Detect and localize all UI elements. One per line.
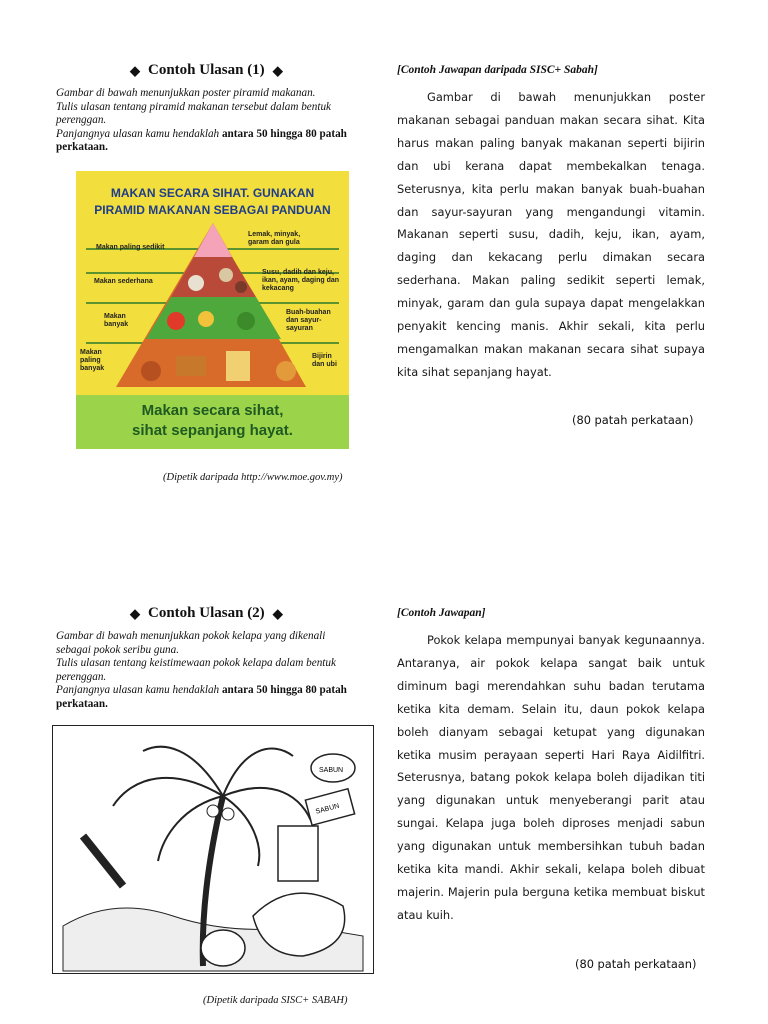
task-bold-end: .	[105, 697, 108, 710]
slogan-line: Makan secara sihat,	[141, 402, 284, 419]
section2-answer-label: [Contoh Jawapan]	[397, 607, 486, 619]
poster-title-line: MAKAN SECARA SIHAT. GUNAKAN	[110, 186, 315, 200]
task-text: Panjangnya ulasan kamu hendaklah	[56, 127, 222, 140]
section1-caption: (Dipetik daripada http://www.moe.gov.my)	[163, 472, 343, 483]
diamond-icon: ◆	[272, 62, 283, 78]
coconut-tree-illustration	[52, 725, 374, 974]
coconut-sketch	[53, 726, 373, 973]
task-line: Gambar di bawah menunjukkan pokok kelapa yang dikenali sebagai pokok seribu guna.	[56, 630, 326, 656]
pyramid-label-right: Lemak, minyak, garam dan gula	[248, 231, 301, 246]
poster-title-line: PIRAMID MAKANAN SEBAGAI PANDUAN	[94, 203, 331, 217]
pyramid-label-left: Makan paling banyak	[80, 349, 105, 372]
slogan-line: sihat sepanjang hayat.	[132, 422, 293, 439]
section1-answer-label: [Contoh Jawapan daripada SISC+ Sabah]	[397, 64, 598, 76]
task-bold-end: .	[105, 141, 108, 153]
pyramid-label-right: Bijirin dan ubi	[312, 353, 337, 368]
section2-word-count: (80 patah perkataan)	[575, 957, 697, 971]
sabun-label: SABUN	[319, 767, 344, 774]
task-line: Tulis ulasan tentang keistimewaan pokok kelapa dalam bentuk perenggan.	[56, 657, 336, 683]
section2-title: Contoh Ulasan (2)	[148, 605, 265, 621]
task-line: Gambar di bawah menunjukkan poster piramid makanan.	[56, 87, 316, 99]
pyramid-label-right: Susu, dadih dan keju, ikan, ayam, daging dan kekacang	[262, 269, 340, 292]
task-text: Panjangnya ulasan kamu hendaklah	[56, 684, 222, 696]
pyramid-label-right: Buah-buahan dan sayur-sayuran	[286, 309, 331, 332]
pyramid-label-left: Makan paling sedikit	[96, 244, 165, 251]
task-line	[56, 128, 356, 155]
section1-word-count: (80 patah perkataan)	[572, 413, 694, 427]
section1-answer-text: Gambar di bawah menunjukkan poster makanan sebagai panduan makan secara sihat. Kita harus makan paling banyak makanan seperti bijirin dan ubi kerana dapat membekalkan tenaga. Seterusnya, kita perlu makan banyak buah-buahan dan sayur-sayuran yang mengandungi vitamin. Makanan seperti susu, dadih, keju, ikan, ayam, daging dan kekacang perlu dimakan secara sederhana. Makan paling sedikit seperti lemak, minyak, garam dan gula supaya dapat mengelakkan penyakit kencing manis. Akhir sekali, kita perlu mengamalkan makan makanan secara sihat supaya kita sihat sepanjang hayat.	[397, 90, 705, 379]
poster-slogan	[76, 395, 349, 449]
section1-task	[56, 87, 356, 155]
diamond-icon: ◆	[130, 62, 140, 78]
pyramid-label-left: Makan banyak	[104, 313, 129, 328]
pyramid-label-left: Makan sederhana	[94, 278, 153, 285]
section2-answer-text: Pokok kelapa mempunyai banyak kegunaannya. Antaranya, air pokok kelapa sangat baik untuk diminum bagi merendahkan suhu badan terutama ketika kita demam. Selain itu, daun pokok kelapa boleh dianyam sebagai ketupat yang digunakan ketika musim perayaan seperti Hari Raya Aidilfitri. Seterusnya, batang pokok kelapa boleh dijadikan titi yang digunakan untuk menyeberangi parit atau sungai. Kelapa juga boleh diproses menjadi sabun yang digunakan untuk membersihkan tubuh badan ketika kita mandi. Akhir sekali, kelapa boleh dibuat majerin. Majerin pula berguna ketika membuat biskut atau kuih.	[397, 633, 705, 922]
task-line	[56, 684, 356, 711]
diamond-icon: ◆	[130, 605, 140, 621]
task-bold: antara 50 hingga 80 patah perkataan	[56, 127, 347, 153]
section1-heading	[130, 62, 283, 79]
section2-heading	[130, 605, 283, 622]
diamond-icon: ◆	[272, 605, 283, 621]
task-bold: antara 50 hingga 80 patah perkataan	[56, 684, 347, 710]
section2-task	[56, 630, 356, 711]
section1-title: Contoh Ulasan (1)	[148, 62, 265, 78]
sabun-label: SABUN	[314, 802, 341, 816]
food-pyramid-poster	[76, 171, 349, 449]
task-line: Tulis ulasan tentang piramid makanan tersebut dalam bentuk perenggan.	[56, 100, 332, 126]
section2-caption: (Dipetik daripada SISC+ SABAH)	[203, 995, 348, 1006]
